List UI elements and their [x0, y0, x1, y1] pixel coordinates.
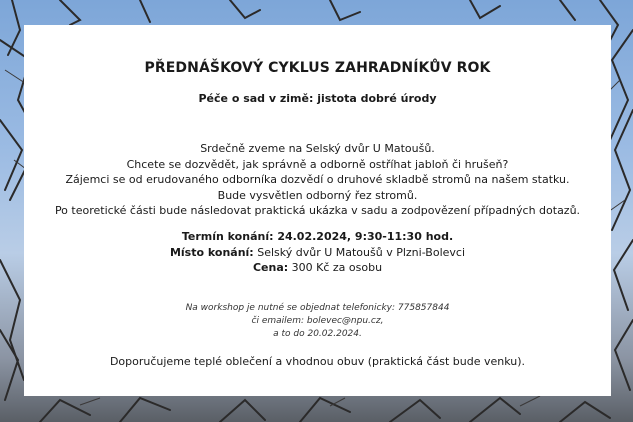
contact-line: Na workshop je nutné se objednat telefonicky: 775857844 [185, 303, 450, 313]
intro-line: Chcete se dozvědět, jak správně a odborně ostříhat jabloň či hrušeň? [126, 157, 509, 171]
intro-line: Zájemci se od erudovaného odborníka dozvědí o druhové skladbě stromů na našem statku. [65, 173, 570, 186]
contact-line: či emailem: bolevec@npu.cz, [251, 316, 384, 326]
event-price-value: 300 Kč za osobu [288, 261, 383, 274]
intro-line: Bude vysvětlen odborný řez stromů. [217, 188, 418, 202]
intro-line: Srdečně zveme na Selský dvůr U Matoušů. [200, 142, 435, 155]
event-price-label: Cena: [252, 261, 289, 274]
event-place-label: Místo konání: [169, 245, 254, 259]
contact-line: a to do 20.02.2024. [273, 329, 362, 339]
intro-line: Po teoretické části bude následovat praktická ukázka v sadu a zodpovězení případných dotazů. [54, 204, 581, 217]
document-title: PŘEDNÁŠKOVÝ CYKLUS ZAHRADNÍKŮV ROK [144, 60, 491, 76]
event-place-value: Selský dvůr U Matoušů v Plzni-Bolevci [253, 245, 466, 259]
invitation-card [24, 25, 611, 396]
document-subtitle: Péče o sad v zimě: jistota dobré úrody [198, 92, 437, 105]
event-details [24, 229, 611, 276]
event-price [24, 260, 611, 276]
intro-paragraph [24, 141, 611, 219]
event-place [24, 245, 611, 261]
footer-note: Doporučujeme teplé oblečení a vhodnou obuv (praktická část bude venku). [109, 355, 526, 368]
contact-info [24, 302, 611, 341]
event-date-text: Termín konání: 24.02.2024, 9:30-11:30 hod. [181, 230, 454, 243]
event-date [24, 229, 611, 245]
